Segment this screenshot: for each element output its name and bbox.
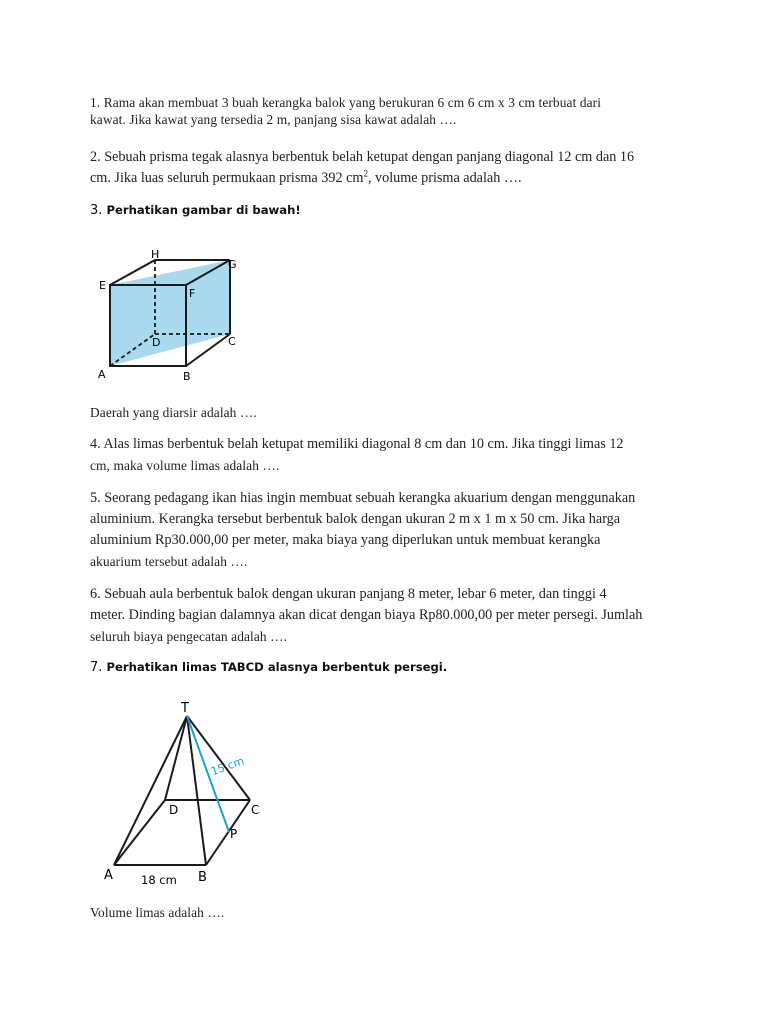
vertex-label-F: F xyxy=(189,287,196,300)
cuboid-figure xyxy=(92,246,252,386)
question-7-instruction: Perhatikan limas TABCD alasnya berbentuk persegi. xyxy=(106,660,448,674)
question-4 xyxy=(90,434,690,476)
question-3-number: 3. xyxy=(90,203,107,218)
vertex-label-D: D xyxy=(169,803,179,817)
vertex-label-G: G xyxy=(228,258,237,271)
question-7-heading xyxy=(90,660,447,675)
question-5-line-2: aluminium. Kerangka tersebut berbentuk balok dengan ukuran 2 m x 1 m x 50 cm. Jika harga xyxy=(90,511,621,527)
question-7-number: 7. xyxy=(90,660,107,675)
question-1-line-1: 1. Rama akan membuat 3 buah kerangka balok yang berukuran 6 cm 6 cm x 3 cm terbuat dari xyxy=(90,95,602,110)
question-5-line-4: akuarium tersebut adalah …. xyxy=(90,554,248,569)
vertex-label-C: C xyxy=(228,335,236,348)
lateral-edge-TA xyxy=(114,716,187,865)
vertex-label-B: B xyxy=(183,370,191,383)
question-4-line-2: cm, maka volume limas adalah …. xyxy=(90,458,280,473)
base-edge-AD xyxy=(114,800,165,865)
question-1 xyxy=(90,92,690,130)
question-3-instruction: Perhatikan gambar di bawah! xyxy=(106,203,301,217)
question-3-heading xyxy=(90,203,301,218)
question-5-line-1: 5. Seorang pedagang ikan hias ingin membuat sebuah kerangka akuarium dengan menggunakan xyxy=(90,490,636,506)
lateral-edge-TD xyxy=(165,716,187,800)
vertex-label-E: E xyxy=(99,279,106,292)
squared-superscript: 2 xyxy=(363,168,368,179)
question-6-line-2: meter. Dinding bagian dalamnya akan dicat dengan biaya Rp80.000,00 per meter persegi. Jumlah xyxy=(90,607,643,623)
vertex-label-A: A xyxy=(98,368,106,381)
question-6 xyxy=(90,584,690,647)
question-2-line-1: 2. Sebuah prisma tegak alasnya berbentuk belah ketupat dengan panjang diagonal 12 cm dan 16 xyxy=(90,149,635,165)
question-5-line-3: aluminium Rp30.000,00 per meter, maka biaya yang diperlukan untuk membuat kerangka xyxy=(90,532,601,548)
question-6-line-3: seluruh biaya pengecatan adalah …. xyxy=(90,629,288,644)
vertex-label-A: A xyxy=(104,868,113,883)
base-edge-BC xyxy=(206,800,250,865)
question-2-text-b: , volume prisma adalah …. xyxy=(367,170,522,186)
question-2-line-2 xyxy=(90,168,690,189)
slant-height-label: 15 cm xyxy=(209,754,246,779)
vertex-label-B: B xyxy=(198,870,207,885)
vertex-label-H: H xyxy=(151,248,160,261)
question-1-line-2: kawat. Jika kawat yang tersedia 2 m, panjang sisa kawat adalah …. xyxy=(90,112,457,127)
question-5 xyxy=(90,488,690,572)
vertex-label-C: C xyxy=(251,803,260,817)
question-3-text: Daerah yang diarsir adalah …. xyxy=(90,405,257,420)
question-2-text-a: cm. Jika luas seluruh permukaan prisma 392 cm xyxy=(90,170,364,186)
base-length-label: 18 cm xyxy=(141,873,177,887)
vertex-label-D: D xyxy=(152,336,161,349)
vertex-label-T: T xyxy=(181,701,189,716)
pyramid-figure xyxy=(98,692,278,892)
question-2 xyxy=(90,147,690,189)
question-7-text: Volume limas adalah …. xyxy=(90,905,225,920)
question-4-line-1: 4. Alas limas berbentuk belah ketupat memiliki diagonal 8 cm dan 10 cm. Jika tinggi limas 12 xyxy=(90,436,624,452)
question-6-line-1: 6. Sebuah aula berbentuk balok dengan ukuran panjang 8 meter, lebar 6 meter, dan tinggi 4 xyxy=(90,586,607,602)
vertex-label-P: P xyxy=(230,827,238,841)
